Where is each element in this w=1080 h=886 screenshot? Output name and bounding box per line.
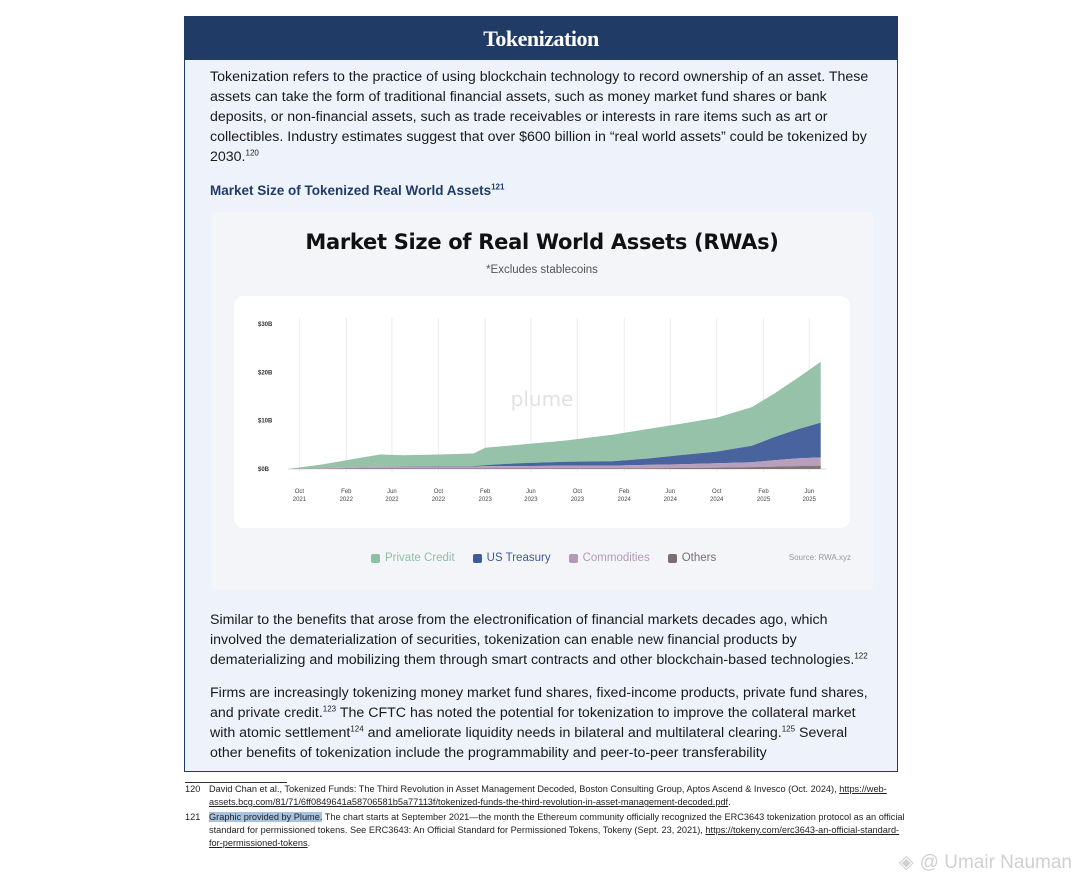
footnote-ref-121[interactable]: 121 <box>491 182 505 192</box>
area-chart <box>234 296 850 528</box>
footnote-ref-122[interactable]: 122 <box>854 651 868 661</box>
footnote-ref-124[interactable]: 124 <box>350 724 364 734</box>
footnote-tail: . <box>307 838 311 848</box>
x-tick-label: Feb 2025 <box>756 489 771 503</box>
legend-item <box>569 552 650 564</box>
chart-subtitle: *Excludes stablecoins <box>486 264 598 276</box>
legend-item <box>473 552 551 564</box>
x-tick-label: Oct 2023 <box>570 489 585 503</box>
footnote-ref-125[interactable]: 125 <box>781 724 796 734</box>
second-text: Similar to the benefits that arose from the electronification of financial markets decades ago, which involved the dematerialization of securities, tokenization can enable new financial products by dematerializing and mobilizing them through smart contracts and other blockchain-based technologies. <box>210 612 855 668</box>
legend-swatch <box>371 554 380 563</box>
author-watermark-text: @ Umair Nauman <box>919 851 1072 873</box>
legend-swatch <box>569 554 578 563</box>
intro-text: Tokenization refers to the practice of using blockchain technology to record ownership of an asset. These assets can take the form of traditional financial assets, such as money market fund shares or bank deposits, or non-financial assets, such as trade receivables or interests in rare items such as art or collectibles. Industry estimates suggest that over $600 billion in “real world assets” could be tokenized by 2030. <box>210 69 869 165</box>
tokenization-box <box>184 16 898 772</box>
chart-card <box>211 212 873 590</box>
legend-item <box>668 552 717 564</box>
second-paragraph <box>210 610 878 670</box>
legend-item <box>371 552 455 564</box>
footnote-number: 120 <box>185 784 201 794</box>
x-tick-label: Oct 2024 <box>710 489 724 503</box>
x-tick-label: Jun 2024 <box>663 489 677 503</box>
x-tick-label: Feb 2024 <box>617 489 631 503</box>
footnotes <box>185 783 905 850</box>
x-tick-label: Jun 2023 <box>524 489 538 503</box>
footnote-tail: . <box>728 797 731 807</box>
legend-label: Others <box>681 552 717 564</box>
third-text-c: and ameliorate liquidity needs in bilateral and multilateral clearing. <box>363 725 782 741</box>
intro-paragraph <box>210 67 878 167</box>
footnote-120 <box>185 783 905 809</box>
diamond-logo-icon: ◈ <box>899 852 914 873</box>
footnote-text: David Chan et al., Tokenized Funds: The Third Revolution in Asset Management Decoded, Boston Consulting Group, Aptos Ascend & Invesco (Oct. 2024), <box>209 784 837 794</box>
x-tick-label: Feb 2022 <box>339 489 353 503</box>
footnote-link[interactable]: https://web-assets.bcg.com/81/71/6ff0849641a58706581b5a77113f/tokenized-funds-the-third-revolution-in-asset-management-decoded.pdf <box>209 784 887 807</box>
footnote-number: 121 <box>185 812 201 822</box>
third-text-d: Several other benefits of tokenization include the programmability and peer-to-peer transferability <box>210 725 848 761</box>
plot-area <box>234 296 850 528</box>
x-tick-label: Jun 2025 <box>802 489 816 503</box>
plume-watermark: plume <box>510 387 574 411</box>
footnote-121 <box>185 811 905 850</box>
legend-swatch <box>668 554 677 563</box>
x-tick-label: Oct 2021 <box>292 489 307 503</box>
y-tick-label: $10B <box>258 418 273 425</box>
x-tick-label: Feb 2023 <box>478 489 492 503</box>
chart-legend <box>371 552 716 564</box>
author-watermark <box>899 851 1072 874</box>
footnote-link[interactable]: https://tokeny.com/erc3643-an-official-standard-for-permissioned-tokens <box>209 825 900 848</box>
x-tick-label: Oct 2022 <box>431 489 446 503</box>
legend-label: Commodities <box>582 552 650 564</box>
highlighted-text: Graphic provided by Plume. <box>209 812 323 822</box>
third-paragraph <box>210 683 878 763</box>
third-text-b: The CFTC has noted the potential for tokenization to improve the collateral market with atomic settlement <box>210 705 856 741</box>
y-tick-label: $20B <box>258 370 273 377</box>
figure-caption <box>210 183 504 198</box>
legend-label: Private Credit <box>385 552 455 564</box>
legend-swatch <box>473 554 482 563</box>
chart-title: Market Size of Real World Assets (RWAs) <box>305 230 779 254</box>
legend-label: US Treasury <box>486 552 551 564</box>
y-tick-label: $30B <box>258 322 273 328</box>
y-tick-label: $0B <box>258 467 270 473</box>
x-tick-label: Jun 2022 <box>385 489 399 503</box>
footnote-ref-123[interactable]: 123 <box>322 704 337 714</box>
box-title: Tokenization <box>185 17 897 60</box>
footnote-text: The chart starts at September 2021—the month the Ethereum community officially recognized the ERC3643 tokenization protocol as an official standard for permissioned tokens. See ERC3643: An Official Standard for Permissioned Tokens, Tokeny (Sept. 23, 2021), <box>209 812 905 835</box>
footnote-ref-120[interactable]: 120 <box>245 148 259 158</box>
third-text-a: Firms are increasingly tokenizing money market fund shares, fixed-income products, private fund shares, and private credit. <box>210 685 868 721</box>
chart-source: Source: RWA.xyz <box>788 553 851 562</box>
figure-caption-text: Market Size of Tokenized Real World Assets <box>210 183 492 198</box>
